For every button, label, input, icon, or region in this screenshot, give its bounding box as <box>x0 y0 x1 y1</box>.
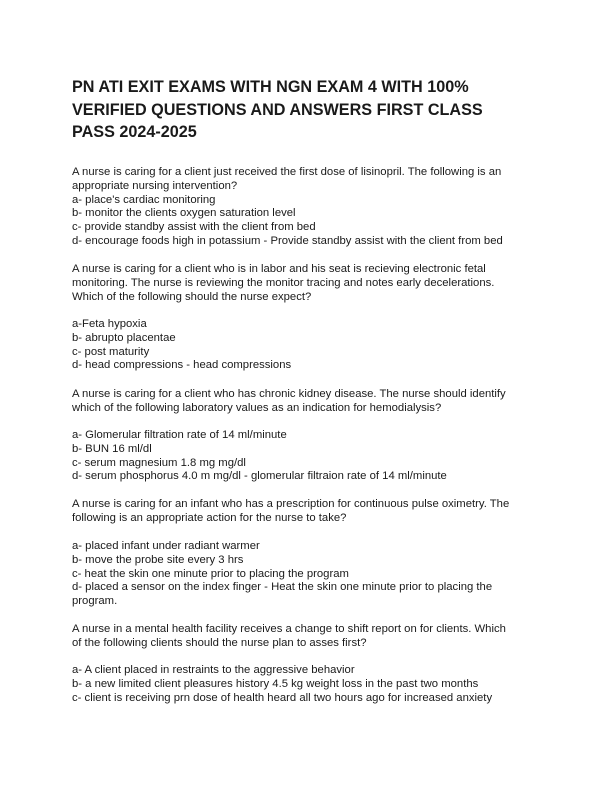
answer-option: a- A client placed in restraints to the aggressive behavior <box>72 664 355 676</box>
answer-option: c- heat the skin one minute prior to placing the program <box>72 567 349 580</box>
question-stem-line: of the following clients should the nurse plan to asses first? <box>72 636 367 649</box>
answer-option: d- serum phosphorus 4.0 m mg/dl - glomerular filtraion rate of 14 ml/minute <box>72 470 447 483</box>
answer-option: c- post maturity <box>72 345 150 358</box>
question-stem-line: monitoring. The nurse is reviewing the monitor tracing and notes early decelerations. <box>72 276 495 289</box>
title-line: PN ATI EXIT EXAMS WITH NGN EXAM 4 WITH 100% <box>72 78 469 96</box>
question-3-options <box>72 429 542 484</box>
question-5-options <box>72 664 542 705</box>
answer-option: program. <box>72 595 118 608</box>
question-2-options <box>72 318 542 373</box>
question-4 <box>72 498 542 526</box>
answer-option: c- client is receiving prn dose of health heard all two hours ago for increased anxiety <box>72 691 493 704</box>
title-line: VERIFIED QUESTIONS AND ANSWERS FIRST CLASS <box>72 100 483 119</box>
question-stem-line: A nurse is caring for a client just received the first dose of lisinopril. The following is an <box>72 166 502 178</box>
answer-option: d- encourage foods high in potassium - Provide standby assist with the client from bed <box>72 234 503 247</box>
question-stem-line: which of the following laboratory values as an indication for hemodialysis? <box>72 401 442 414</box>
question-2 <box>72 263 542 304</box>
answer-option: c- serum magnesium 1.8 mg mg/dl <box>72 456 246 469</box>
question-3 <box>72 388 542 416</box>
answer-option: b- a new limited client pleasures history 4.5 kg weight loss in the past two months <box>72 677 479 690</box>
question-stem-line: A nurse is caring for a client who has chronic kidney disease. The nurse should identify <box>72 388 506 400</box>
question-4-options <box>72 540 542 609</box>
document-title <box>72 76 542 144</box>
answer-option: b- move the probe site every 3 hrs <box>72 553 244 566</box>
question-5 <box>72 623 542 651</box>
answer-option: a- place's cardiac monitoring <box>72 193 216 206</box>
answer-option: d- placed a sensor on the index finger - Heat the skin one minute prior to placing the <box>72 581 493 594</box>
title-line: PASS 2024-2025 <box>72 123 197 141</box>
question-stem-line: appropriate nursing intervention? <box>72 179 238 192</box>
answer-option: b- monitor the clients oxygen saturation level <box>72 207 296 220</box>
answer-option: b- BUN 16 ml/dl <box>72 442 152 455</box>
answer-option: c- provide standby assist with the client from bed <box>72 221 316 234</box>
answer-option: a- Glomerular filtration rate of 14 ml/minute <box>72 429 287 441</box>
question-stem-line: A nurse is caring for an infant who has a prescription for continuous pulse oximetry. The <box>72 498 510 510</box>
answer-option: a-Feta hypoxia <box>72 318 147 330</box>
answer-option: b- abrupto placentae <box>72 331 176 344</box>
answer-option: a- placed infant under radiant warmer <box>72 540 260 552</box>
question-1 <box>72 166 542 249</box>
answer-option: d- head compressions - head compressions <box>72 359 292 372</box>
question-stem-line: A nurse is caring for a client who is in labor and his seat is recieving electronic fetal <box>72 263 486 275</box>
question-stem-line: A nurse in a mental health facility receives a change to shift report on for clients. Which <box>72 623 506 635</box>
question-stem-line: Which of the following should the nurse expect? <box>72 290 312 303</box>
question-stem-line: following is an appropriate action for the nurse to take? <box>72 511 347 524</box>
